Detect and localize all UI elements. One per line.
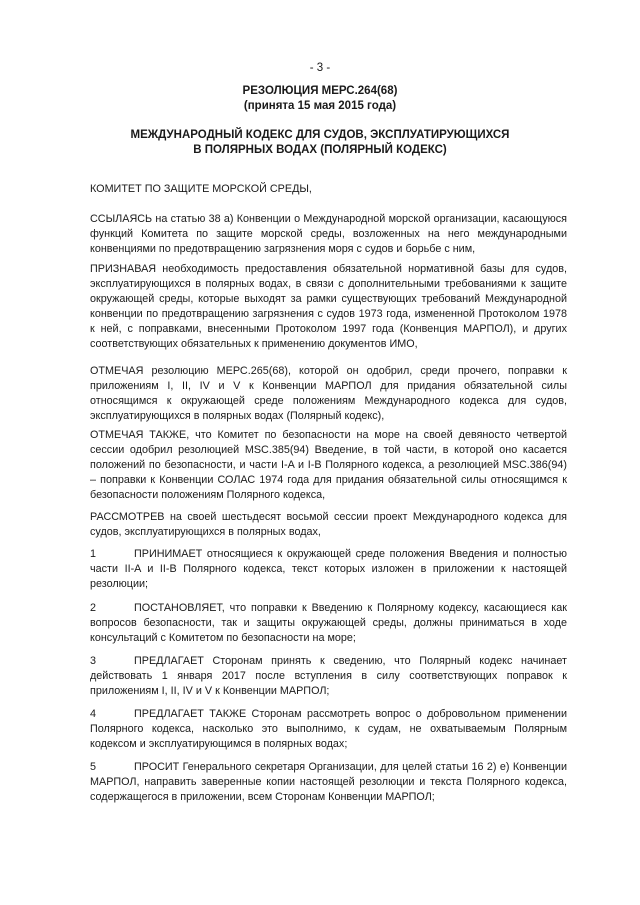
operative-paragraph (90, 601, 567, 646)
resolution-heading (0, 84, 640, 114)
page-number: - 3 - (309, 62, 331, 74)
preamble-lead: ПРИЗНАВАЯ (90, 263, 157, 275)
preamble-lead: ССЫЛАЯСЬ (90, 213, 153, 225)
preamble-paragraph (90, 510, 567, 540)
paragraph-number: 1 (90, 548, 97, 560)
paragraph-number: 3 (90, 655, 97, 667)
preamble-paragraph (90, 212, 567, 257)
paragraph-number: 2 (90, 602, 97, 614)
code-title (0, 128, 640, 158)
operative-text: относящиеся к окружающей среде положения Введения и полностью части II-A и II-B Полярного кодекса, текст которых изложен в приложении к настоящей резолюции; (90, 548, 567, 590)
operative-paragraph (90, 760, 567, 805)
paragraph-number: 4 (90, 708, 97, 720)
code-title-line-2: В ПОЛЯРНЫХ ВОДАХ (ПОЛЯРНЫЙ КОДЕКС) (193, 144, 447, 156)
preamble-paragraph (90, 428, 567, 503)
preamble-lead: ОТМЕЧАЯ (90, 365, 144, 377)
preamble-text: , что Комитет по безопасности на море на своей девяносто четвертой сессии одобрил резолюцией MSC.385(94) Введение, в той части, в которой оно касается положений по безопасности, и части I-A и I-B Полярного кодекса, а резолюцией MSC.386(94) – поправки к Конвенции СОЛАС 1974 года для придания обязательной силы относящимся к безопасности положениям Полярного кодекса, (90, 429, 567, 501)
code-title-line-1: МЕЖДУНАРОДНЫЙ КОДЕКС ДЛЯ СУДОВ, ЭКСПЛУАТИРУЮЩИХСЯ (130, 129, 510, 141)
resolution-adopted-date: (принята 15 мая 2015 года) (243, 100, 397, 112)
preamble-lead: ОТМЕЧАЯ ТАКЖЕ (90, 429, 187, 441)
preamble-text: резолюцию МЕРС.265(68), которой он одобрил, среди прочего, поправки к приложениям I, II, IV и V к Конвенции МАРПОЛ для придания обязательной силы относящимся к окружающей среде положениям Международного кодекса для судов, эксплуатирующихся в полярных водах (Полярный кодекс), (90, 365, 567, 422)
operative-text: Сторонам рассмотреть вопрос о добровольном применении Полярного кодекса, насколько это выполнимо, к судам, не охватываемым Полярным кодексом и эксплуатирующимся в полярных водах; (90, 708, 567, 750)
preamble-text: на своей шестьдесят восьмой сессии проект Международного кодекса для судов, эксплуатирующихся в полярных водах, (90, 511, 567, 538)
preamble-paragraph (90, 364, 567, 424)
preamble-text: необходимость предоставления обязательной нормативной базы для судов, эксплуатирующихся в полярных водах, в связи с дополнительными требованиями к защите окружающей среды, которые выходят за рамки существующих требований Международной конвенции по предотвращению загрязнения с судов 1973 года, измененной Протоколом 1978 к ней, с поправками, внесенными Протоколом 1997 года (Конвенция МАРПОЛ), и других соответствующих обязательных к применению документов ИМО, (90, 263, 567, 350)
operative-paragraph (90, 707, 567, 752)
operative-paragraph (90, 654, 567, 699)
operative-lead: ПРЕДЛАГАЕТ ТАКЖЕ (134, 708, 247, 720)
paragraph-number: 5 (90, 761, 97, 773)
preamble-paragraph (90, 262, 567, 352)
operative-lead: ПРОСИТ (134, 761, 180, 773)
resolution-title: РЕЗОЛЮЦИЯ МЕРС.264(68) (242, 85, 398, 97)
operative-lead: ПРИНИМАЕТ (134, 548, 203, 560)
operative-lead: ПРЕДЛАГАЕТ (134, 655, 204, 667)
committee-line: КОМИТЕТ ПО ЗАЩИТЕ МОРСКОЙ СРЕДЫ, (90, 183, 312, 195)
operative-paragraph (90, 547, 567, 592)
operative-text: Сторонам принять к сведению, что Полярный кодекс начинает действовать 1 января 2017 после вступления в силу соответствующих поправок к приложениям I, II, IV и V к Конвенции МАРПОЛ; (90, 655, 567, 697)
preamble-text: на статью 38 а) Конвенции о Международной морской организации, касающуюся функций Комитета по защите морской среды, возложенных на него международными конвенциями по предотвращению загрязнения моря с судов и борьбе с ним, (90, 213, 567, 255)
operative-text: , что поправки к Введению к Полярному кодексу, касающиеся как вопросов безопасности, так и защиты окружающей среды, должны приниматься в ходе консультаций с Комитетом по безопасности на море; (90, 602, 567, 644)
operative-text: Генерального секретаря Организации, для целей статьи 16 2) е) Конвенции МАРПОЛ, направить заверенные копии настоящей резолюции и текста Полярного кодекса, содержащегося в приложении, всем Сторонам Конвенции МАРПОЛ; (90, 761, 567, 803)
preamble-lead: РАССМОТРЕВ (90, 511, 165, 523)
operative-lead: ПОСТАНОВЛЯЕТ (134, 602, 222, 614)
